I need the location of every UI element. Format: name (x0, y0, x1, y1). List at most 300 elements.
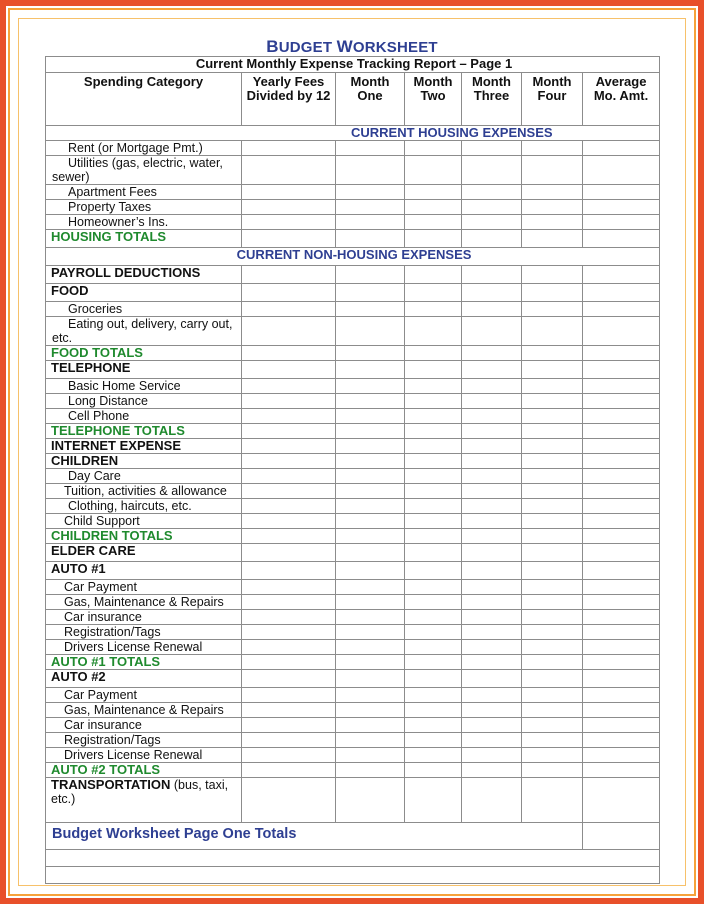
table-cell[interactable] (462, 439, 522, 454)
telephone-category: TELEPHONE (46, 361, 242, 379)
blank-cell (46, 850, 660, 867)
table-cell[interactable] (405, 302, 462, 317)
table-cell[interactable] (522, 284, 583, 302)
table-cell[interactable] (583, 439, 660, 454)
table-cell[interactable] (242, 230, 336, 248)
page-one-totals: Budget Worksheet Page One Totals (46, 823, 583, 850)
table-row (46, 640, 660, 655)
table-cell[interactable] (522, 778, 583, 823)
title-initial-b: B (266, 37, 279, 56)
payroll-deductions: PAYROLL DEDUCTIONS (46, 266, 242, 284)
table-cell[interactable] (336, 484, 405, 499)
row-label: Clothing, haircuts, etc. (46, 499, 242, 514)
table-row (46, 595, 660, 610)
table-cell[interactable] (522, 200, 583, 215)
table-row (46, 156, 660, 185)
table-cell[interactable] (462, 640, 522, 655)
housing-totals: HOUSING TOTALS (46, 230, 242, 248)
row-label: Car Payment (46, 580, 242, 595)
totals-row (46, 763, 660, 778)
table-cell[interactable] (405, 670, 462, 688)
table-cell[interactable] (405, 185, 462, 200)
table-cell[interactable] (583, 655, 660, 670)
table-cell[interactable] (462, 514, 522, 529)
eating-out-label: Eating out, delivery, carry out, etc. (52, 317, 233, 345)
table-cell[interactable] (462, 424, 522, 439)
table-cell[interactable] (242, 141, 336, 156)
table-cell[interactable] (522, 580, 583, 595)
table-cell[interactable] (242, 409, 336, 424)
table-cell[interactable] (242, 688, 336, 703)
table-cell[interactable] (583, 763, 660, 778)
section-row (46, 126, 660, 141)
table-cell[interactable] (583, 499, 660, 514)
table-cell[interactable] (242, 156, 336, 185)
table-cell[interactable] (336, 580, 405, 595)
table-cell[interactable] (336, 215, 405, 230)
col-month-one: Month One (336, 73, 405, 126)
table-cell[interactable] (583, 141, 660, 156)
table-cell[interactable] (462, 266, 522, 284)
table-cell[interactable] (242, 394, 336, 409)
col-month-four: Month Four (522, 73, 583, 126)
table-cell[interactable] (336, 640, 405, 655)
table-cell[interactable] (242, 361, 336, 379)
table-cell[interactable] (583, 200, 660, 215)
row-label: Apartment Fees (46, 185, 242, 200)
table-cell[interactable] (336, 302, 405, 317)
table-cell[interactable] (242, 529, 336, 544)
table-cell[interactable] (462, 409, 522, 424)
table-cell[interactable] (522, 454, 583, 469)
table-cell[interactable] (522, 230, 583, 248)
table-cell[interactable] (462, 778, 522, 823)
table-cell[interactable] (405, 230, 462, 248)
category-row (46, 284, 660, 302)
totals-row (46, 655, 660, 670)
table-cell[interactable] (583, 625, 660, 640)
table-cell[interactable] (242, 703, 336, 718)
table-cell[interactable] (462, 625, 522, 640)
row-label: Car insurance (46, 610, 242, 625)
table-cell[interactable] (462, 141, 522, 156)
table-cell[interactable] (336, 748, 405, 763)
table-cell[interactable] (336, 346, 405, 361)
table-cell[interactable] (583, 595, 660, 610)
table-cell[interactable] (462, 469, 522, 484)
col-month-three: Month Three (462, 73, 522, 126)
table-cell[interactable] (522, 688, 583, 703)
table-cell[interactable] (522, 484, 583, 499)
table-cell[interactable] (405, 409, 462, 424)
table-cell[interactable] (462, 655, 522, 670)
table-cell[interactable] (462, 610, 522, 625)
table-cell[interactable] (405, 156, 462, 185)
table-row (46, 200, 660, 215)
table-cell[interactable] (336, 141, 405, 156)
table-cell[interactable] (336, 317, 405, 346)
table-cell[interactable] (522, 361, 583, 379)
table-cell[interactable] (583, 748, 660, 763)
table-cell[interactable] (522, 562, 583, 580)
table-cell[interactable] (336, 703, 405, 718)
table-cell[interactable] (462, 748, 522, 763)
table-cell[interactable] (462, 529, 522, 544)
food-category: FOOD (46, 284, 242, 302)
table-cell[interactable] (242, 778, 336, 823)
table-cell[interactable] (242, 748, 336, 763)
table-cell[interactable] (242, 346, 336, 361)
table-cell[interactable] (462, 703, 522, 718)
table-cell[interactable] (522, 156, 583, 185)
table-cell[interactable] (336, 562, 405, 580)
subtitle-row (46, 57, 660, 73)
table-cell[interactable] (522, 748, 583, 763)
table-cell[interactable] (462, 595, 522, 610)
table-cell[interactable] (336, 379, 405, 394)
table-cell[interactable] (522, 469, 583, 484)
table-cell[interactable] (405, 284, 462, 302)
table-cell[interactable] (405, 346, 462, 361)
table-cell[interactable] (242, 514, 336, 529)
table-cell[interactable] (405, 688, 462, 703)
table-cell[interactable] (405, 580, 462, 595)
category-row (46, 361, 660, 379)
table-cell[interactable] (462, 733, 522, 748)
table-cell[interactable] (522, 655, 583, 670)
table-cell[interactable] (583, 317, 660, 346)
table-cell[interactable] (583, 610, 660, 625)
row-label: Registration/Tags (46, 733, 242, 748)
table-cell[interactable] (242, 284, 336, 302)
table-cell[interactable] (583, 230, 660, 248)
table-cell[interactable] (462, 215, 522, 230)
table-cell[interactable] (242, 610, 336, 625)
table-cell[interactable] (522, 439, 583, 454)
table-cell[interactable] (405, 200, 462, 215)
table-cell[interactable] (583, 394, 660, 409)
table-cell[interactable] (583, 640, 660, 655)
table-cell[interactable] (336, 394, 405, 409)
auto1-totals: AUTO #1 TOTALS (46, 655, 242, 670)
table-cell[interactable] (242, 302, 336, 317)
table-cell[interactable] (583, 703, 660, 718)
table-cell[interactable] (522, 529, 583, 544)
table-cell[interactable] (336, 718, 405, 733)
report-subtitle: Current Monthly Expense Tracking Report – Page 1 (46, 57, 660, 73)
table-cell[interactable] (336, 185, 405, 200)
table-cell[interactable] (583, 409, 660, 424)
table-cell[interactable] (522, 514, 583, 529)
table-cell[interactable] (522, 317, 583, 346)
table-cell[interactable] (405, 484, 462, 499)
table-cell[interactable] (336, 529, 405, 544)
table-cell[interactable] (242, 580, 336, 595)
table-cell[interactable] (522, 394, 583, 409)
table-cell[interactable] (462, 580, 522, 595)
totals-row (46, 529, 660, 544)
table-cell[interactable] (462, 302, 522, 317)
table-cell[interactable] (336, 361, 405, 379)
table-cell[interactable] (336, 200, 405, 215)
table-cell[interactable] (522, 266, 583, 284)
table-cell[interactable] (242, 424, 336, 439)
category-row (46, 266, 660, 284)
table-cell[interactable] (405, 439, 462, 454)
table-cell[interactable] (336, 778, 405, 823)
table-cell[interactable] (462, 688, 522, 703)
row-label: Registration/Tags (46, 625, 242, 640)
table-cell[interactable] (583, 544, 660, 562)
table-cell[interactable] (405, 499, 462, 514)
table-cell[interactable] (522, 763, 583, 778)
table-cell[interactable] (583, 514, 660, 529)
table-cell[interactable] (336, 156, 405, 185)
telephone-totals: TELEPHONE TOTALS (46, 424, 242, 439)
table-cell[interactable] (242, 185, 336, 200)
table-cell[interactable] (242, 266, 336, 284)
children-category: CHILDREN (46, 454, 242, 469)
table-cell[interactable] (522, 610, 583, 625)
table-row (46, 302, 660, 317)
table-cell[interactable] (405, 733, 462, 748)
table-cell[interactable] (336, 763, 405, 778)
table-cell[interactable] (462, 499, 522, 514)
table-cell[interactable] (522, 185, 583, 200)
table-cell[interactable] (462, 670, 522, 688)
category-row (46, 562, 660, 580)
table-cell[interactable] (336, 230, 405, 248)
table-cell[interactable] (336, 655, 405, 670)
table-cell[interactable] (242, 317, 336, 346)
utilities-label: Utilities (gas, electric, water, sewer) (52, 156, 223, 184)
internet-expense: INTERNET EXPENSE (46, 439, 242, 454)
table-cell[interactable] (522, 424, 583, 439)
table-cell[interactable] (583, 670, 660, 688)
category-row (46, 439, 660, 454)
section-housing: CURRENT HOUSING EXPENSES (242, 126, 660, 141)
table-cell[interactable] (522, 379, 583, 394)
table-cell[interactable] (462, 346, 522, 361)
table-row (46, 484, 660, 499)
budget-worksheet (45, 38, 659, 884)
table-row (46, 514, 660, 529)
table-cell[interactable] (336, 670, 405, 688)
section-spacer (46, 126, 242, 141)
table-cell[interactable] (405, 529, 462, 544)
table-cell[interactable] (242, 595, 336, 610)
table-row (46, 733, 660, 748)
table-cell[interactable] (405, 469, 462, 484)
table-cell[interactable] (242, 379, 336, 394)
table-cell[interactable] (336, 439, 405, 454)
table-cell[interactable] (522, 302, 583, 317)
table-cell[interactable] (583, 346, 660, 361)
table-cell[interactable] (462, 317, 522, 346)
table-cell[interactable] (522, 215, 583, 230)
table-cell[interactable] (336, 688, 405, 703)
category-row (46, 544, 660, 562)
table-cell[interactable] (583, 484, 660, 499)
table-row (46, 409, 660, 424)
table-cell[interactable] (522, 625, 583, 640)
table-cell[interactable] (462, 484, 522, 499)
table-cell[interactable] (242, 733, 336, 748)
table-cell[interactable] (336, 409, 405, 424)
table-cell[interactable] (405, 141, 462, 156)
table-cell[interactable] (336, 544, 405, 562)
table-cell[interactable] (522, 718, 583, 733)
table-cell[interactable] (405, 640, 462, 655)
transportation-detail: (bus, taxi, etc.) (51, 778, 229, 806)
table-cell[interactable] (462, 185, 522, 200)
table-cell[interactable] (405, 625, 462, 640)
table-cell[interactable] (405, 266, 462, 284)
table-cell[interactable] (583, 733, 660, 748)
table-cell[interactable] (242, 718, 336, 733)
table-cell[interactable] (405, 562, 462, 580)
table-cell[interactable] (583, 284, 660, 302)
table-cell[interactable] (462, 562, 522, 580)
table-cell[interactable] (242, 544, 336, 562)
table-cell[interactable] (462, 200, 522, 215)
section-row (46, 248, 660, 266)
auto2-category: AUTO #2 (46, 670, 242, 688)
table-row (46, 748, 660, 763)
table-cell[interactable] (583, 778, 660, 823)
row-label: Day Care (46, 469, 242, 484)
row-label: Homeowner’s Ins. (46, 215, 242, 230)
table-cell[interactable] (462, 284, 522, 302)
table-cell[interactable] (242, 640, 336, 655)
table-cell[interactable] (462, 718, 522, 733)
table-cell[interactable] (405, 595, 462, 610)
totals-row (46, 424, 660, 439)
table-cell[interactable] (522, 733, 583, 748)
table-cell[interactable] (242, 670, 336, 688)
table-cell[interactable] (522, 703, 583, 718)
table-cell[interactable] (336, 733, 405, 748)
table-cell[interactable] (462, 379, 522, 394)
table-cell[interactable] (242, 439, 336, 454)
table-cell[interactable] (405, 394, 462, 409)
table-row (46, 499, 660, 514)
table-cell[interactable] (583, 580, 660, 595)
blank-row (46, 850, 660, 867)
table-cell[interactable] (336, 625, 405, 640)
table-cell[interactable] (242, 499, 336, 514)
row-label: Gas, Maintenance & Repairs (46, 703, 242, 718)
table-cell[interactable] (583, 379, 660, 394)
table-cell[interactable] (583, 718, 660, 733)
table-cell[interactable] (462, 156, 522, 185)
table-cell[interactable] (583, 469, 660, 484)
table-cell[interactable] (405, 778, 462, 823)
table-cell[interactable] (462, 763, 522, 778)
table-cell[interactable] (522, 141, 583, 156)
table-cell[interactable] (462, 230, 522, 248)
table-cell[interactable] (242, 562, 336, 580)
table-cell[interactable] (522, 670, 583, 688)
table-cell[interactable] (583, 302, 660, 317)
table-cell[interactable] (522, 346, 583, 361)
category-row (46, 778, 660, 823)
table-cell[interactable] (336, 469, 405, 484)
table-cell[interactable] (336, 284, 405, 302)
transportation-row-label (46, 778, 242, 823)
table-cell[interactable] (583, 454, 660, 469)
table-cell[interactable] (242, 215, 336, 230)
table-cell[interactable] (242, 469, 336, 484)
table-cell[interactable] (405, 655, 462, 670)
table-cell[interactable] (336, 499, 405, 514)
table-cell[interactable] (522, 499, 583, 514)
table-cell[interactable] (336, 610, 405, 625)
table-cell[interactable] (583, 361, 660, 379)
table-cell[interactable] (405, 317, 462, 346)
table-cell[interactable] (405, 514, 462, 529)
table-cell[interactable] (242, 763, 336, 778)
table-cell[interactable] (242, 655, 336, 670)
table-cell[interactable] (522, 544, 583, 562)
table-cell[interactable] (405, 703, 462, 718)
table-cell[interactable] (405, 544, 462, 562)
column-header-row (46, 73, 660, 126)
table-cell[interactable] (336, 266, 405, 284)
table-cell[interactable] (405, 610, 462, 625)
table-cell[interactable] (522, 409, 583, 424)
table-cell[interactable] (583, 185, 660, 200)
table-cell[interactable] (336, 595, 405, 610)
table-cell[interactable] (583, 266, 660, 284)
col-spending-category: Spending Category (46, 73, 242, 126)
table-cell[interactable] (405, 424, 462, 439)
table-row (46, 141, 660, 156)
table-cell[interactable] (405, 718, 462, 733)
table-cell[interactable] (405, 454, 462, 469)
row-label (46, 156, 242, 185)
table-cell[interactable] (522, 595, 583, 610)
table-cell[interactable] (405, 748, 462, 763)
table-cell[interactable] (405, 763, 462, 778)
table-cell[interactable] (242, 625, 336, 640)
table-cell[interactable] (462, 361, 522, 379)
table-cell[interactable] (583, 156, 660, 185)
table-row (46, 718, 660, 733)
table-cell[interactable] (336, 514, 405, 529)
table-cell[interactable] (462, 544, 522, 562)
table-row (46, 379, 660, 394)
table-cell[interactable] (583, 424, 660, 439)
elder-care: ELDER CARE (46, 544, 242, 562)
table-cell[interactable] (583, 215, 660, 230)
table-cell[interactable] (242, 200, 336, 215)
table-cell[interactable] (583, 562, 660, 580)
table-cell[interactable] (405, 215, 462, 230)
table-cell[interactable] (583, 823, 660, 850)
table-cell[interactable] (405, 379, 462, 394)
table-cell[interactable] (462, 394, 522, 409)
table-cell[interactable] (522, 640, 583, 655)
table-cell[interactable] (242, 484, 336, 499)
table-cell[interactable] (405, 361, 462, 379)
table-cell[interactable] (583, 688, 660, 703)
table-cell[interactable] (242, 454, 336, 469)
table-cell[interactable] (583, 529, 660, 544)
table-cell[interactable] (336, 424, 405, 439)
table-cell[interactable] (462, 454, 522, 469)
table-cell[interactable] (336, 454, 405, 469)
